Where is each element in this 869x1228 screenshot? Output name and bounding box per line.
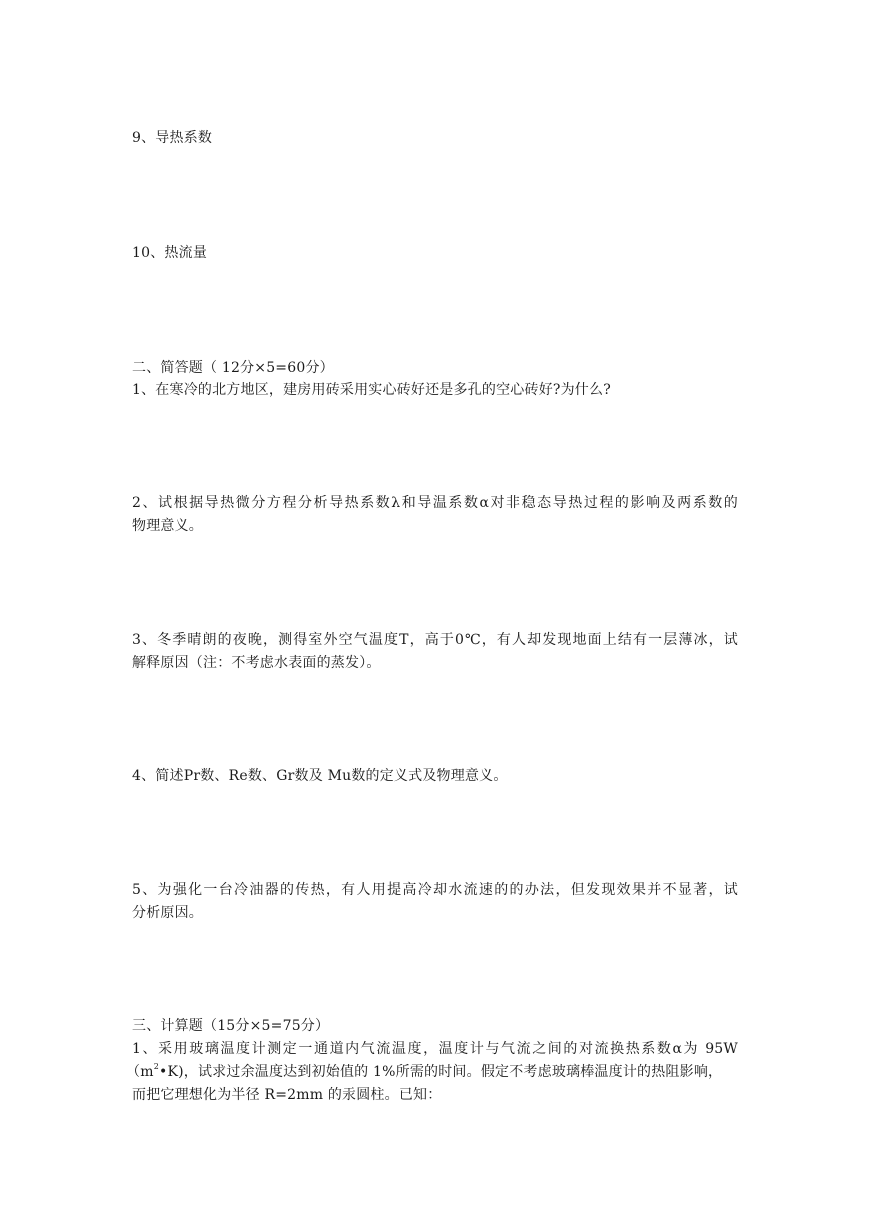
short-answer-q4: 4、简述Pr数、Re数、Gr数及 Mu数的定义式及物理意义。 bbox=[132, 768, 508, 784]
section-heading-calculation: 三、计算题（15分×5=75分） bbox=[132, 1018, 330, 1034]
short-answer-q2-line2: 物理意义。 bbox=[132, 518, 203, 534]
short-answer-q3-line2: 解释原因（注：不考虑水表面的蒸发）。 bbox=[132, 655, 381, 671]
question-9: 9、导热系数 bbox=[132, 130, 213, 146]
unit-suffix-text: •K)，试求过余温度达到初始值的 1%所需的时间。假定不考虑玻璃棒温度计的热阻影响， bbox=[158, 1064, 723, 1080]
short-answer-q5-line1: 5、为强化一台冷油器的传热，有人用提高冷却水流速的的办法，但发现效果并不显著，试 bbox=[132, 882, 738, 898]
short-answer-q5-line2: 分析原因。 bbox=[132, 905, 203, 921]
short-answer-q3-line1: 3、冬季晴朗的夜晚，测得室外空气温度T，高于0℃，有人却发现地面上结有一层薄冰，试 bbox=[132, 632, 738, 648]
short-answer-q1: 1、在寒冷的北方地区，建房用砖采用实心砖好还是多孔的空心砖好?为什么? bbox=[132, 382, 611, 398]
short-answer-q2-line1: 2、试根据导热微分方程分析导热系数λ和导温系数α对非稳态导热过程的影响及两系数的 bbox=[132, 495, 738, 511]
calculation-q1-line3: 而把它理想化为半径 R=2mm 的汞圆柱。已知： bbox=[132, 1087, 442, 1103]
calculation-q1-line2 bbox=[126, 1063, 722, 1081]
question-10: 10、热流量 bbox=[132, 245, 208, 261]
section-heading-short-answer: 二、简答题（ 12分×5=60分） bbox=[132, 360, 334, 376]
superscript-2: 2 bbox=[153, 1062, 159, 1071]
calculation-q1-line1: 1、采用玻璃温度计测定一通道内气流温度，温度计与气流之间的对流换热系数α为 95W bbox=[132, 1041, 738, 1057]
unit-prefix: （m bbox=[126, 1064, 154, 1080]
